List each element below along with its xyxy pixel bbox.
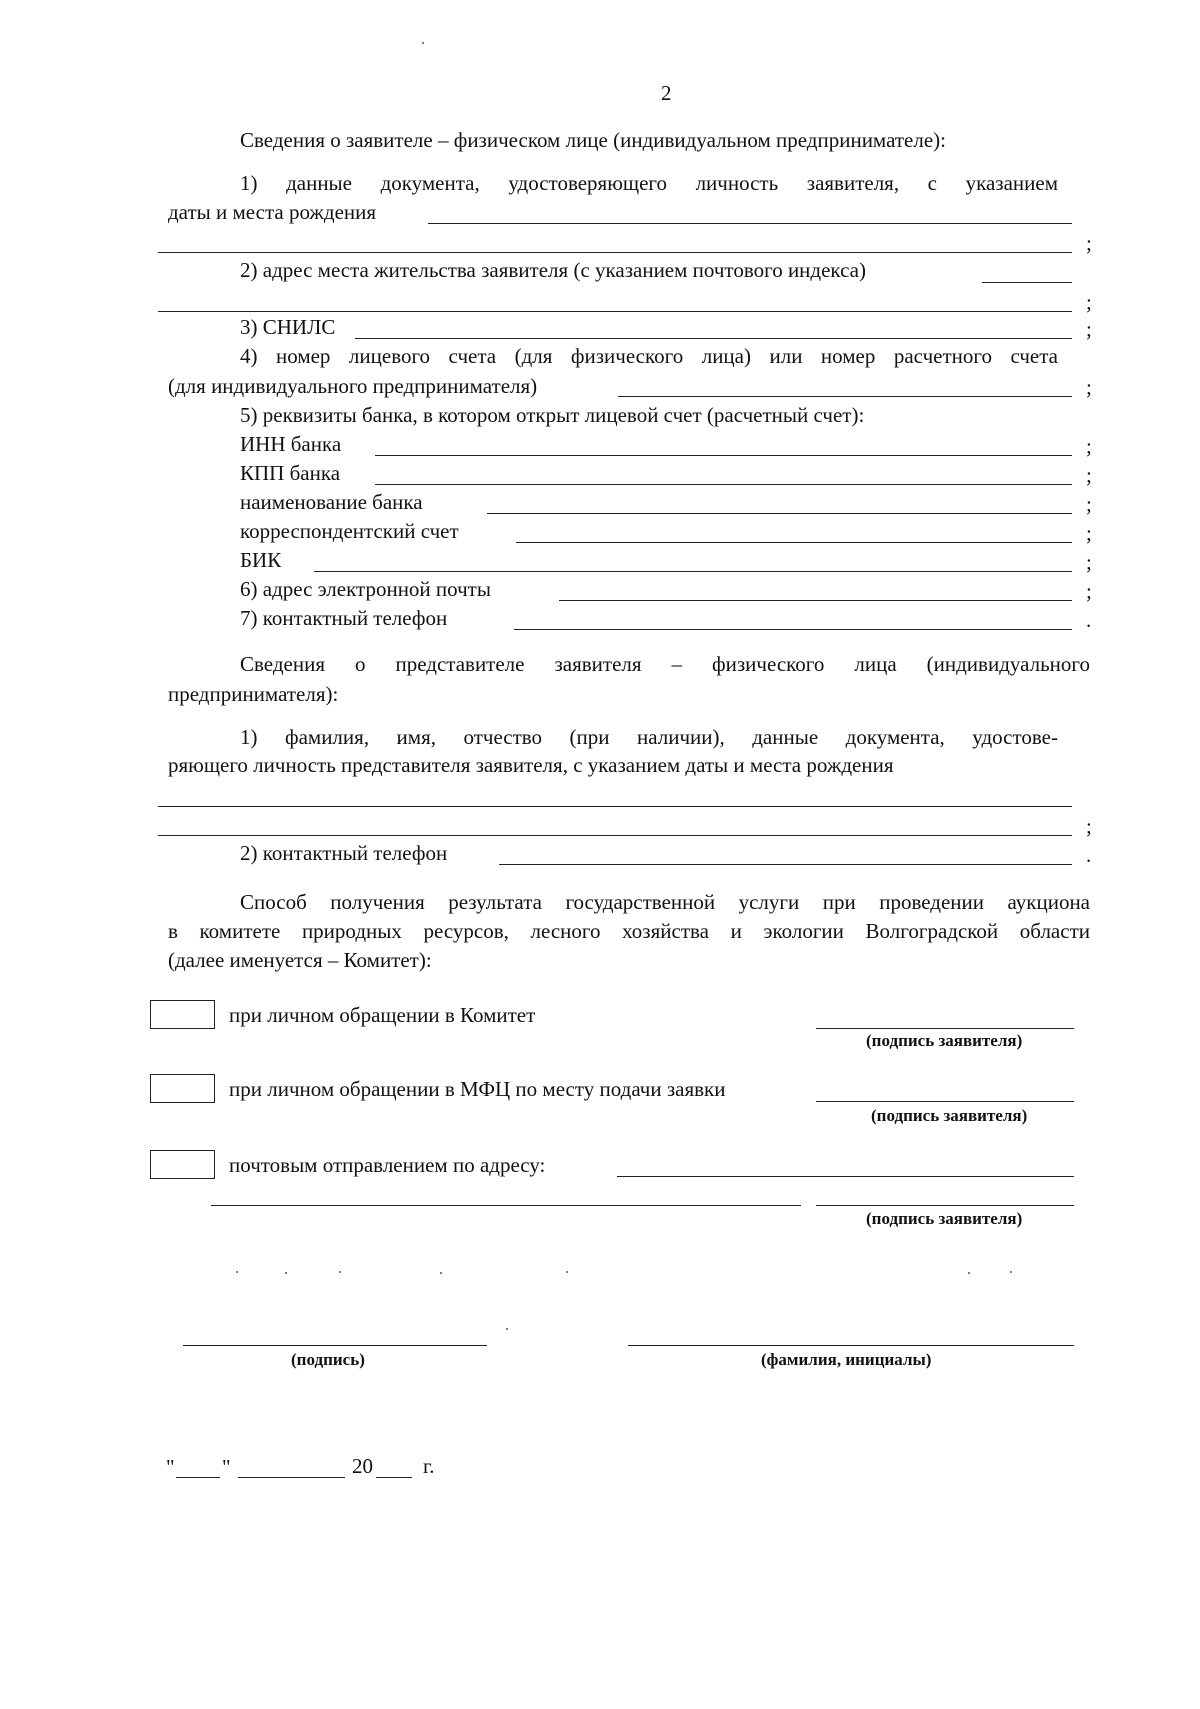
representative-item1-line1: 1) фамилия, имя, отчество (при наличии), данные документа, удостове- (240, 725, 1058, 749)
page-number: 2 (661, 81, 672, 105)
period: . (1086, 608, 1092, 632)
applicant-item3: 3) СНИЛС (240, 315, 336, 339)
bank-name-label: наименование банка (240, 490, 423, 514)
date-year-field[interactable] (376, 1477, 412, 1478)
date-quote-close: " (222, 1455, 231, 1479)
option1-signature-caption: (подпись заявителя) (866, 1031, 1023, 1050)
period: . (1086, 843, 1092, 867)
option3-signature-caption: (подпись заявителя) (866, 1209, 1023, 1228)
semicolon: ; (1086, 290, 1092, 314)
semicolon: ; (1086, 375, 1092, 399)
bank-corr-field[interactable] (516, 542, 1072, 543)
scan-speck (1010, 1271, 1012, 1273)
semicolon: ; (1086, 550, 1092, 574)
semicolon: ; (1086, 521, 1092, 545)
applicant-item4-line1: 4) номер лицевого счета (для физического лица) или номер расчетного счета (240, 344, 1058, 368)
bank-kpp-label: КПП банка (240, 461, 341, 485)
field-line[interactable] (982, 282, 1072, 283)
date-year-prefix: 20 (352, 1454, 373, 1478)
semicolon: ; (1086, 814, 1092, 838)
field-line[interactable] (158, 806, 1072, 807)
scan-speck (566, 1271, 568, 1273)
field-line[interactable] (158, 252, 1072, 253)
field-line[interactable] (158, 311, 1072, 312)
representative-item1-line2: ряющего личность представителя заявителя, с указанием даты и места рождения (168, 753, 894, 777)
option3-label: почтовым отправлением по адресу: (229, 1153, 546, 1177)
snils-field[interactable] (355, 338, 1072, 339)
postal-address-field[interactable] (617, 1176, 1074, 1177)
scan-speck (440, 1272, 442, 1274)
representative-heading-line1: Сведения о представителе заявителя – физического лица (индивидуального (240, 652, 1090, 676)
scan-speck (968, 1272, 970, 1274)
date-year-suffix: г. (423, 1454, 435, 1478)
representative-phone-field[interactable] (499, 864, 1072, 865)
scan-speck (506, 1328, 508, 1330)
option3-signature-line[interactable] (816, 1205, 1074, 1206)
semicolon: ; (1086, 231, 1092, 255)
bank-corr-label: корреспондентский счет (240, 519, 459, 543)
bank-kpp-field[interactable] (375, 484, 1072, 485)
applicant-heading: Сведения о заявителе – физическом лице (индивидуальном предпринимателе): (240, 128, 946, 152)
bank-inn-field[interactable] (375, 455, 1072, 456)
method-line1: Способ получения результата государственной услуги при проведении аукциона (240, 890, 1090, 914)
option3-checkbox[interactable] (150, 1150, 215, 1179)
semicolon: ; (1086, 317, 1092, 341)
scan-speck (339, 1271, 341, 1273)
applicant-item2: 2) адрес места жительства заявителя (с указанием почтового индекса) (240, 258, 866, 282)
representative-item2: 2) контактный телефон (240, 841, 448, 865)
method-line2: в комитете природных ресурсов, лесного хозяйства и экологии Волгоградской области (168, 919, 1090, 943)
bank-bik-field[interactable] (314, 571, 1072, 572)
representative-heading-line2: предпринимателя): (168, 682, 339, 706)
option1-label: при личном обращении в Комитет (229, 1003, 536, 1027)
bank-inn-label: ИНН банка (240, 432, 342, 456)
option1-signature-line[interactable] (816, 1028, 1074, 1029)
phone-field[interactable] (514, 629, 1072, 630)
semicolon: ; (1086, 434, 1092, 458)
bank-bik-label: БИК (240, 548, 282, 572)
option1-checkbox[interactable] (150, 1000, 215, 1029)
name-caption: (фамилия, инициалы) (761, 1350, 932, 1369)
applicant-item4-line2: (для индивидуального предпринимателя) (168, 374, 538, 398)
option2-checkbox[interactable] (150, 1074, 215, 1103)
applicant-item1-line2: даты и места рождения (168, 200, 377, 224)
scan-speck (422, 42, 424, 44)
account-number-field[interactable] (618, 396, 1072, 397)
applicant-item5: 5) реквизиты банка, в котором открыт лицевой счет (расчетный счет): (240, 403, 865, 427)
field-line[interactable] (158, 835, 1072, 836)
scan-speck (236, 1271, 238, 1273)
method-line3: (далее именуется – Комитет): (168, 948, 432, 972)
applicant-item7: 7) контактный телефон (240, 606, 448, 630)
date-month-field[interactable] (238, 1477, 345, 1478)
semicolon: ; (1086, 492, 1092, 516)
date-day-field[interactable] (176, 1477, 220, 1478)
option2-label: при личном обращении в МФЦ по месту подачи заявки (229, 1077, 726, 1101)
field-line[interactable] (428, 223, 1072, 224)
signature-caption: (подпись) (291, 1350, 365, 1369)
applicant-item6: 6) адрес электронной почты (240, 577, 491, 601)
date-quote-open: " (166, 1455, 175, 1479)
option2-signature-line[interactable] (816, 1101, 1074, 1102)
semicolon: ; (1086, 463, 1092, 487)
postal-address-field-2[interactable] (211, 1205, 801, 1206)
signature-line[interactable] (183, 1345, 487, 1346)
email-field[interactable] (559, 600, 1072, 601)
bank-name-field[interactable] (487, 513, 1072, 514)
applicant-item1-line1: 1) данные документа, удостоверяющего личность заявителя, с указанием (240, 171, 1058, 195)
semicolon: ; (1086, 579, 1092, 603)
scan-speck (285, 1272, 287, 1274)
option2-signature-caption: (подпись заявителя) (871, 1106, 1028, 1125)
name-line[interactable] (628, 1345, 1074, 1346)
